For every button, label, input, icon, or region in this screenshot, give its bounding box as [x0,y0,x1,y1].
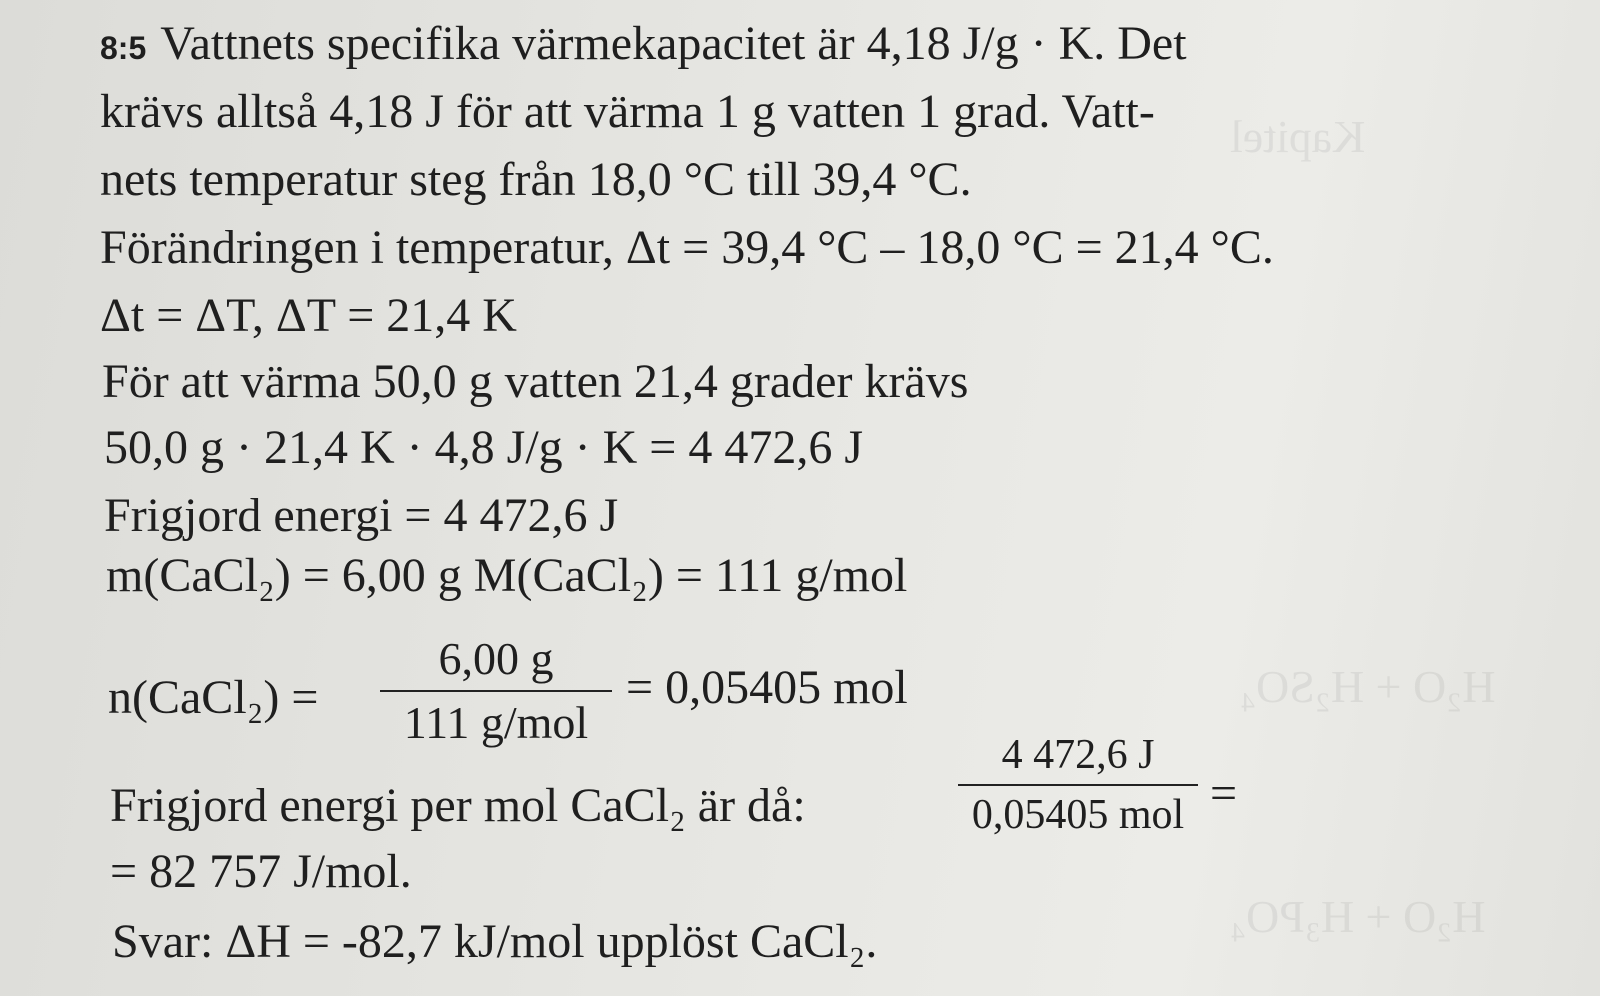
n-calc-rhs: = 0,05405 mol [626,661,908,714]
fraction-denominator: 0,05405 mol [971,792,1185,838]
n-calc-lhs: n(CaCl₂) = [108,671,319,724]
text-line-2: krävs alltså 4,18 J för att värma 1 g vatten 1 grad. Vatt- [100,85,1155,138]
text-line-7: 50,0 g · 21,4 K · 4,8 J/g · K = 4 472,6 J [104,421,864,474]
fraction-numerator: 6,00 g [438,633,554,684]
text-line-4: Förändringen i temperatur, Δt = 39,4 °C – 18,0 °C = 21,4 °C. [100,221,1274,274]
energy-calc-rhs: = [1210,767,1238,820]
answer-line: Svar: ΔH = -82,7 kJ/mol upplöst CaCl₂. [112,915,878,968]
text-line-9: m(CaCl₂) = 6,00 g M(CaCl₂) = 111 g/mol [106,549,908,602]
text-line-8: Frigjord energi = 4 472,6 J [104,489,619,542]
text-line-3: nets temperatur steg från 18,0 °C till 39,4 °C. [100,153,972,206]
problem-number: 8:5 [100,30,147,66]
fraction-bar [380,690,612,692]
energy-calc-lhs: Frigjord energi per mol CaCl₂ är då: [110,779,806,832]
text-line-6: För att värma 50,0 g vatten 21,4 grader krävs [102,355,969,408]
fraction-bar [958,784,1198,786]
fraction-denominator: 111 g/mol [403,697,589,748]
line-text: Vattnets specifika värmekapacitet är 4,18 J/g · K. Det [160,17,1187,70]
energy-calc-fraction [958,734,1198,836]
result-line: = 82 757 J/mol. [110,845,412,898]
text-line-1 [100,17,1187,70]
show-through-text: Kapitel [1230,111,1366,162]
show-through-text: H₂O + H₂SO₄ [1240,661,1496,712]
show-through-text: H₂O + H₃PO₄ [1230,891,1486,942]
fraction-numerator: 4 472,6 J [1001,732,1155,778]
n-calc-fraction [380,633,612,748]
text-line-5: Δt = ΔT, ΔT = 21,4 K [100,289,517,342]
